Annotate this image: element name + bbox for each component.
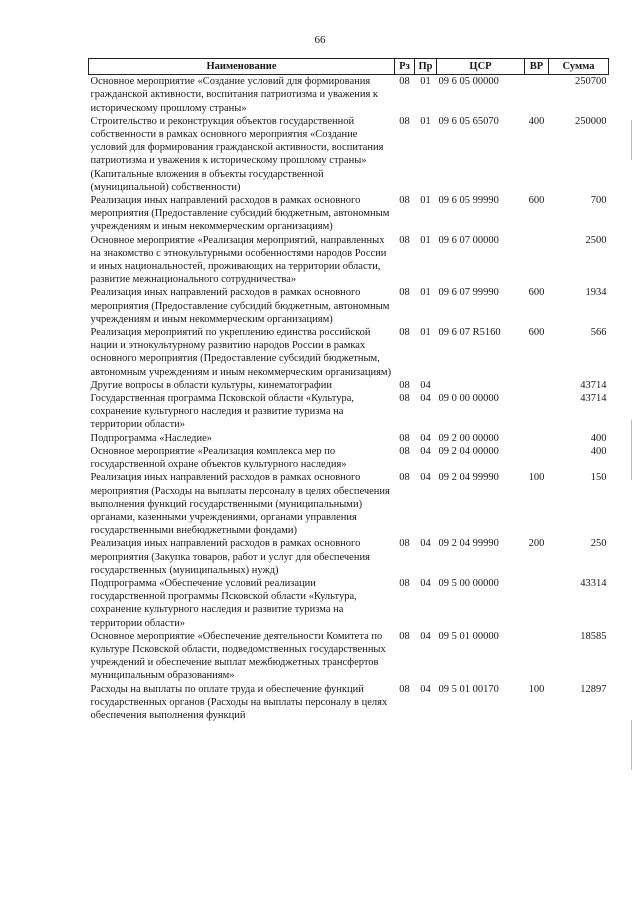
- cell-pr: 04: [420, 630, 431, 642]
- cell-name: Другие вопросы в области культуры, кинематографии: [90, 379, 332, 391]
- scan-edge-mark: [631, 720, 632, 770]
- cell-csr: 09 5 01 00000: [438, 630, 499, 642]
- cell-vr: [525, 445, 549, 471]
- cell-vr: 600: [528, 327, 545, 339]
- cell-sum: 18585: [580, 630, 607, 642]
- table-row: [89, 471, 609, 537]
- cell-name: Основное мероприятие «Реализация мероприятий, направленных на знакомство с этнокультурными особенностями народов России и иных национальностей, проживающих на территории области, развитие межнационального сотрудничества»: [90, 234, 387, 286]
- cell-sum: 1934: [585, 287, 607, 299]
- cell-rz: 08: [399, 445, 410, 457]
- cell-sum: 400: [590, 445, 607, 457]
- cell-name: Основное мероприятие «Создание условий для формирования гражданской активности, воспитания патриотизма и уважения к историческому прошлому страны»: [90, 76, 379, 114]
- cell-vr: [525, 392, 549, 432]
- cell-pr: 04: [420, 432, 431, 444]
- cell-name: Реализация иных направлений расходов в рамках основного мероприятия (Предоставление субсидий бюджетным, автономным учреждениям и иным некоммерческим организациям): [90, 195, 390, 233]
- cell-name: Основное мероприятие «Реализация комплекса мер по государственной охране объектов культурного наследия»: [90, 445, 347, 471]
- cell-pr: 04: [420, 445, 431, 457]
- cell-pr: 01: [420, 287, 431, 299]
- table-row: [89, 537, 609, 577]
- cell-rz: 08: [399, 379, 410, 391]
- cell-name: Расходы на выплаты по оплате труда и обеспечение функций государственных органов (Расходы на выплаты персоналу в целях обеспечения выполнения функций: [90, 683, 388, 721]
- cell-name: Основное мероприятие «Обеспечение деятельности Комитета по культуре Псковской области, подведомственных государственных учреждений и обеспечение выплат межбюджетных трансфертов муниципальным образованиям»: [90, 630, 386, 682]
- cell-pr: 04: [420, 472, 431, 484]
- cell-pr: 04: [420, 379, 431, 391]
- cell-pr: 01: [420, 115, 431, 127]
- cell-rz: 08: [399, 327, 410, 339]
- table-row: [89, 445, 609, 471]
- cell-name: Реализация иных направлений расходов в рамках основного мероприятия (Закупка товаров, работ и услуг для обеспечения государственных (муниципальных) нужд): [90, 538, 370, 576]
- table-row: [89, 379, 609, 392]
- cell-csr: 09 6 05 65070: [438, 115, 499, 127]
- cell-name: Строительство и реконструкция объектов государственной собственности в рамках основного мероприятия «Создание условий для формирования гражданской активности, воспитания патриотизма и уважения к историческому прошлому страны» (Капитальные вложения в объекты государственной (муниципальной) собственности): [90, 115, 384, 193]
- cell-csr: 09 2 04 00000: [438, 445, 499, 457]
- scan-edge-mark: [631, 120, 632, 160]
- table-row: [89, 630, 609, 683]
- cell-sum: 566: [590, 327, 607, 339]
- cell-rz: 08: [399, 115, 410, 127]
- cell-name: Реализация мероприятий по укреплению единства российской нации и этнокультурному развитию народов России в рамках основного мероприятия (Предоставление субсидий бюджетным, автономным учреждениям и иным некоммерческим организациям): [90, 327, 392, 378]
- cell-sum: 400: [590, 432, 607, 444]
- cell-name: Подпрограмма «Обеспечение условий реализации государственной программы Псковской области «Культура, сохранение культурного наследия и развитие туризма на территории области»: [90, 577, 357, 629]
- page-number: 66: [314, 34, 326, 46]
- cell-sum: 250: [590, 538, 607, 550]
- cell-csr: 09 2 00 00000: [438, 432, 499, 444]
- table-row: [89, 234, 609, 287]
- cell-vr: [525, 432, 549, 445]
- cell-sum: 250000: [575, 115, 607, 127]
- header-rz: Рз: [395, 59, 415, 75]
- cell-vr: 600: [528, 287, 545, 299]
- table-row: [89, 432, 609, 445]
- cell-name: Государственная программа Псковской области «Культура, сохранение культурного наследия и развитие туризма на территории области»: [90, 393, 355, 431]
- cell-sum: 150: [590, 472, 607, 484]
- cell-sum: 250700: [575, 76, 607, 88]
- budget-table: [88, 58, 609, 722]
- cell-csr: 09 5 01 00170: [438, 683, 499, 695]
- cell-vr: 100: [528, 683, 545, 695]
- table-row: [89, 194, 609, 234]
- cell-vr: [525, 379, 549, 392]
- cell-sum: 700: [590, 195, 607, 207]
- cell-csr: 09 6 05 99990: [438, 195, 499, 207]
- cell-sum: 2500: [585, 234, 607, 246]
- header-vr: ВР: [525, 59, 549, 75]
- cell-pr: 01: [420, 76, 431, 88]
- cell-name: Подпрограмма «Наследие»: [90, 432, 212, 444]
- cell-name: Реализация иных направлений расходов в рамках основного мероприятия (Расходы на выплаты персоналу в целях обеспечения выполнения функций государственными (муниципальными) органами, казенными учреждениями, органами управления государственными внебюджетными фондами): [90, 472, 390, 537]
- table-row: [89, 115, 609, 194]
- scan-edge-mark: [631, 420, 632, 480]
- cell-csr: 09 2 04 99990: [438, 538, 499, 550]
- cell-rz: 08: [399, 76, 410, 88]
- cell-rz: 08: [399, 234, 410, 246]
- cell-vr: [525, 234, 549, 287]
- cell-rz: 08: [399, 432, 410, 444]
- cell-vr: [525, 75, 549, 115]
- cell-vr: 100: [528, 472, 545, 484]
- cell-rz: 08: [399, 393, 410, 405]
- table-row: [89, 286, 609, 326]
- cell-csr: 09 6 07 R5160: [438, 327, 501, 339]
- cell-rz: 08: [399, 195, 410, 207]
- cell-sum: 12897: [580, 683, 607, 695]
- table-row: [89, 326, 609, 379]
- cell-rz: 08: [399, 630, 410, 642]
- table-row: [89, 392, 609, 432]
- cell-vr: 600: [528, 195, 545, 207]
- header-sum: Сумма: [549, 59, 609, 75]
- table-row: [89, 577, 609, 630]
- table-header-row: [89, 59, 609, 75]
- header-name: Наименование: [89, 59, 395, 75]
- cell-sum: 43714: [580, 379, 607, 391]
- cell-vr: 400: [528, 115, 545, 127]
- cell-rz: 08: [399, 472, 410, 484]
- cell-csr: 09 5 00 00000: [438, 577, 499, 589]
- cell-vr: 200: [528, 538, 545, 550]
- cell-pr: 04: [420, 393, 431, 405]
- cell-csr: 09 0 00 00000: [438, 393, 499, 405]
- cell-pr: 04: [420, 538, 431, 550]
- cell-pr: 01: [420, 327, 431, 339]
- cell-sum: 43314: [580, 577, 607, 589]
- cell-pr: 01: [420, 195, 431, 207]
- header-csr: ЦСР: [437, 59, 525, 75]
- cell-sum: 43714: [580, 393, 607, 405]
- cell-csr: 09 6 05 00000: [438, 76, 499, 88]
- table-row: [89, 75, 609, 115]
- table-row: [89, 683, 609, 723]
- cell-csr: 09 6 07 00000: [438, 234, 499, 246]
- cell-name: Реализация иных направлений расходов в рамках основного мероприятия (Предоставление субсидий бюджетным, автономным учреждениям и иным некоммерческим организациям): [90, 287, 390, 325]
- table-body: [89, 75, 609, 722]
- cell-rz: 08: [399, 287, 410, 299]
- cell-rz: 08: [399, 538, 410, 550]
- cell-rz: 08: [399, 577, 410, 589]
- cell-rz: 08: [399, 683, 410, 695]
- cell-csr: 09 2 04 99990: [438, 472, 499, 484]
- cell-pr: 01: [420, 234, 431, 246]
- cell-pr: 04: [420, 683, 431, 695]
- header-pr: Пр: [415, 59, 437, 75]
- cell-pr: 04: [420, 577, 431, 589]
- cell-vr: [525, 630, 549, 683]
- cell-csr: [437, 379, 525, 392]
- cell-csr: 09 6 07 99990: [438, 287, 499, 299]
- cell-vr: [525, 577, 549, 630]
